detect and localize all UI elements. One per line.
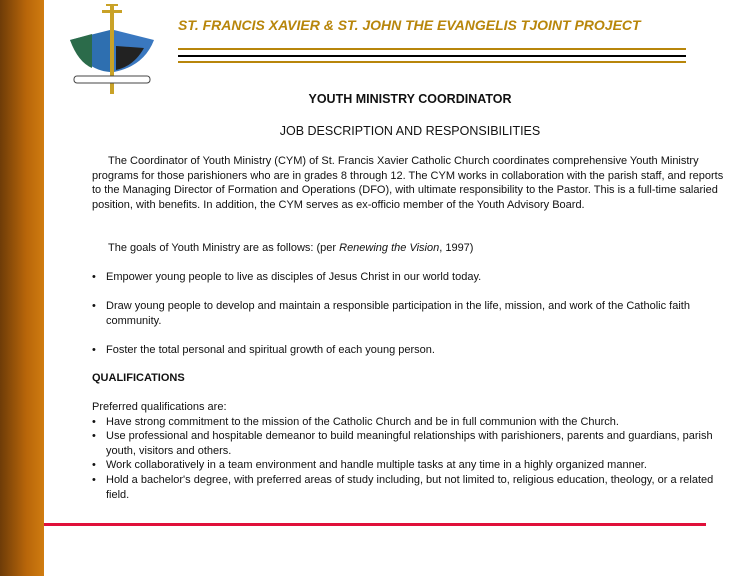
qualification-item: • Have strong commitment to the mission of the Catholic Church and be in full communion with the Church. (92, 415, 734, 430)
goals-intro (92, 241, 734, 256)
qualification-item: • Work collaboratively in a team environment and handle multiple tasks at any time in a highly organized manner. (92, 458, 734, 473)
qualifications-intro: Preferred qualifications are: (92, 401, 227, 413)
goal-item: • Draw young people to develop and maintain a responsible participation in the life, mission, and work of the Catholic faith community. (92, 299, 732, 328)
goal-item: • Empower young people to live as disciples of Jesus Christ in our world today. (92, 270, 732, 285)
goals-source: Renewing the Vision (339, 242, 440, 254)
header-rule (178, 48, 686, 50)
parish-crest-logo (64, 0, 164, 98)
footer-rule (44, 523, 706, 526)
qualification-item: • Use professional and hospitable demeanor to build meaningful relationships with parishioners, parents and guardians, parish youth, visitors and others. (92, 429, 734, 458)
sidebar-bar (0, 0, 44, 576)
header-title: ST. FRANCIS XAVIER & ST. JOHN THE EVANGELIS TJOINT PROJECT (178, 17, 641, 33)
qualification-item: • Hold a bachelor's degree, with preferred areas of study including, but not limited to, religious education, theology, or a related field. (92, 473, 734, 502)
doc-heading: YOUTH MINISTRY COORDINATOR (308, 92, 512, 106)
doc-subheading: JOB DESCRIPTION AND RESPONSIBILITIES (279, 124, 541, 138)
qualifications-list (92, 415, 734, 503)
header-rule (178, 55, 686, 57)
goal-item: • Foster the total personal and spiritual growth of each young person. (92, 343, 732, 358)
intro-paragraph: The Coordinator of Youth Ministry (CYM) of St. Francis Xavier Catholic Church coordinates comprehensive Youth Ministry programs for those parishioners who are in grades 8 through 12. The CYM works in collaboration with the parish staff, and reports to the Managing Director of Formation and Operations (DFO), with ultimate responsibility to the Pastor. This is a full-time salaried position, with benefits. In addition, the CYM serves as ex-officio member of the Youth Advisory Board. (92, 155, 724, 211)
goals-prefix: The goals of Youth Ministry are as follows: (per (108, 242, 340, 254)
qualifications-heading: QUALIFICATIONS (92, 372, 185, 384)
qualifications-block (92, 400, 734, 502)
header-rule (178, 61, 686, 63)
goals-suffix: , 1997) (439, 242, 474, 254)
